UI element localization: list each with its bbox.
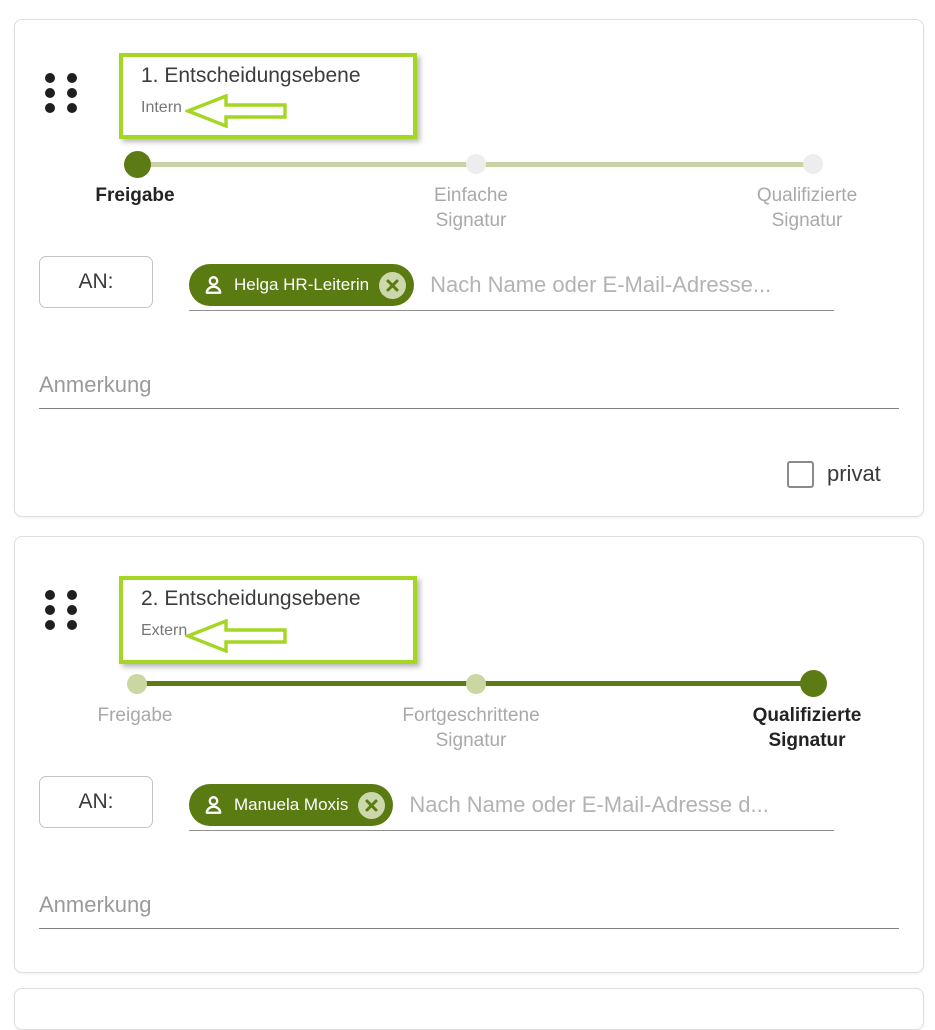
handle-dot <box>45 103 55 113</box>
recipient-chip-name: Manuela Moxis <box>234 795 349 814</box>
next-card-preview <box>14 988 924 1030</box>
recipient-chip[interactable] <box>189 264 414 306</box>
handle-dot <box>67 88 77 98</box>
recipient-an-button[interactable]: AN: <box>39 776 153 828</box>
step-dot-qualifizierte-signatur[interactable] <box>800 670 827 697</box>
level-subtitle: Extern <box>141 622 188 639</box>
recipient-field <box>189 260 834 311</box>
handle-dot <box>45 73 55 83</box>
handle-dot <box>67 620 77 630</box>
level-title: 1. Entscheidungsebene <box>141 64 361 87</box>
step-label-qualifizierte-signatur[interactable]: Qualifizierte Signatur <box>756 185 858 231</box>
level-subtitle: Intern <box>141 99 182 116</box>
note-input[interactable] <box>39 372 899 409</box>
level-title-box <box>119 53 417 139</box>
private-checkbox-label[interactable]: privat <box>827 461 881 486</box>
handle-dot <box>67 590 77 600</box>
recipient-search-input[interactable] <box>428 271 834 299</box>
arrow-left-icon <box>185 619 289 658</box>
handle-dot <box>45 88 55 98</box>
step-label-fortgeschrittene-signatur[interactable]: Fortgeschrittene Signatur <box>402 705 540 751</box>
handle-dot <box>67 605 77 615</box>
private-checkbox[interactable] <box>787 461 814 488</box>
handle-dot <box>45 620 55 630</box>
step-dot-einfache-signatur[interactable] <box>466 154 486 174</box>
remove-recipient-icon[interactable] <box>358 792 385 819</box>
person-icon <box>202 794 225 817</box>
handle-dot <box>67 103 77 113</box>
recipient-chip[interactable] <box>189 784 393 826</box>
step-dot-qualifizierte-signatur[interactable] <box>803 154 823 174</box>
step-label-einfache-signatur[interactable]: Einfache Signatur <box>434 185 508 231</box>
level-title: 2. Entscheidungsebene <box>141 587 361 610</box>
decision-level-card-1 <box>14 19 924 517</box>
step-dot-freigabe[interactable] <box>124 151 151 178</box>
step-label-freigabe[interactable]: Freigabe <box>97 705 173 726</box>
recipient-search-input[interactable] <box>407 791 834 819</box>
level-title-box <box>119 576 417 664</box>
note-input[interactable] <box>39 892 899 929</box>
handle-dot <box>45 590 55 600</box>
recipient-chip-name: Helga HR-Leiterin <box>234 275 370 294</box>
recipient-an-button[interactable]: AN: <box>39 256 153 308</box>
drag-handle[interactable] <box>45 590 77 630</box>
person-icon <box>202 274 225 297</box>
step-dot-fortgeschrittene-signatur[interactable] <box>466 674 486 694</box>
recipient-field <box>189 780 834 831</box>
handle-dot <box>45 605 55 615</box>
step-label-freigabe[interactable]: Freigabe <box>95 185 175 206</box>
decision-level-card-2 <box>14 536 924 973</box>
step-dot-freigabe[interactable] <box>127 674 147 694</box>
drag-handle[interactable] <box>45 73 77 113</box>
remove-recipient-icon[interactable] <box>379 272 406 299</box>
handle-dot <box>67 73 77 83</box>
arrow-left-icon <box>185 94 289 133</box>
step-label-qualifizierte-signatur[interactable]: Qualifizierte Signatur <box>752 705 862 751</box>
